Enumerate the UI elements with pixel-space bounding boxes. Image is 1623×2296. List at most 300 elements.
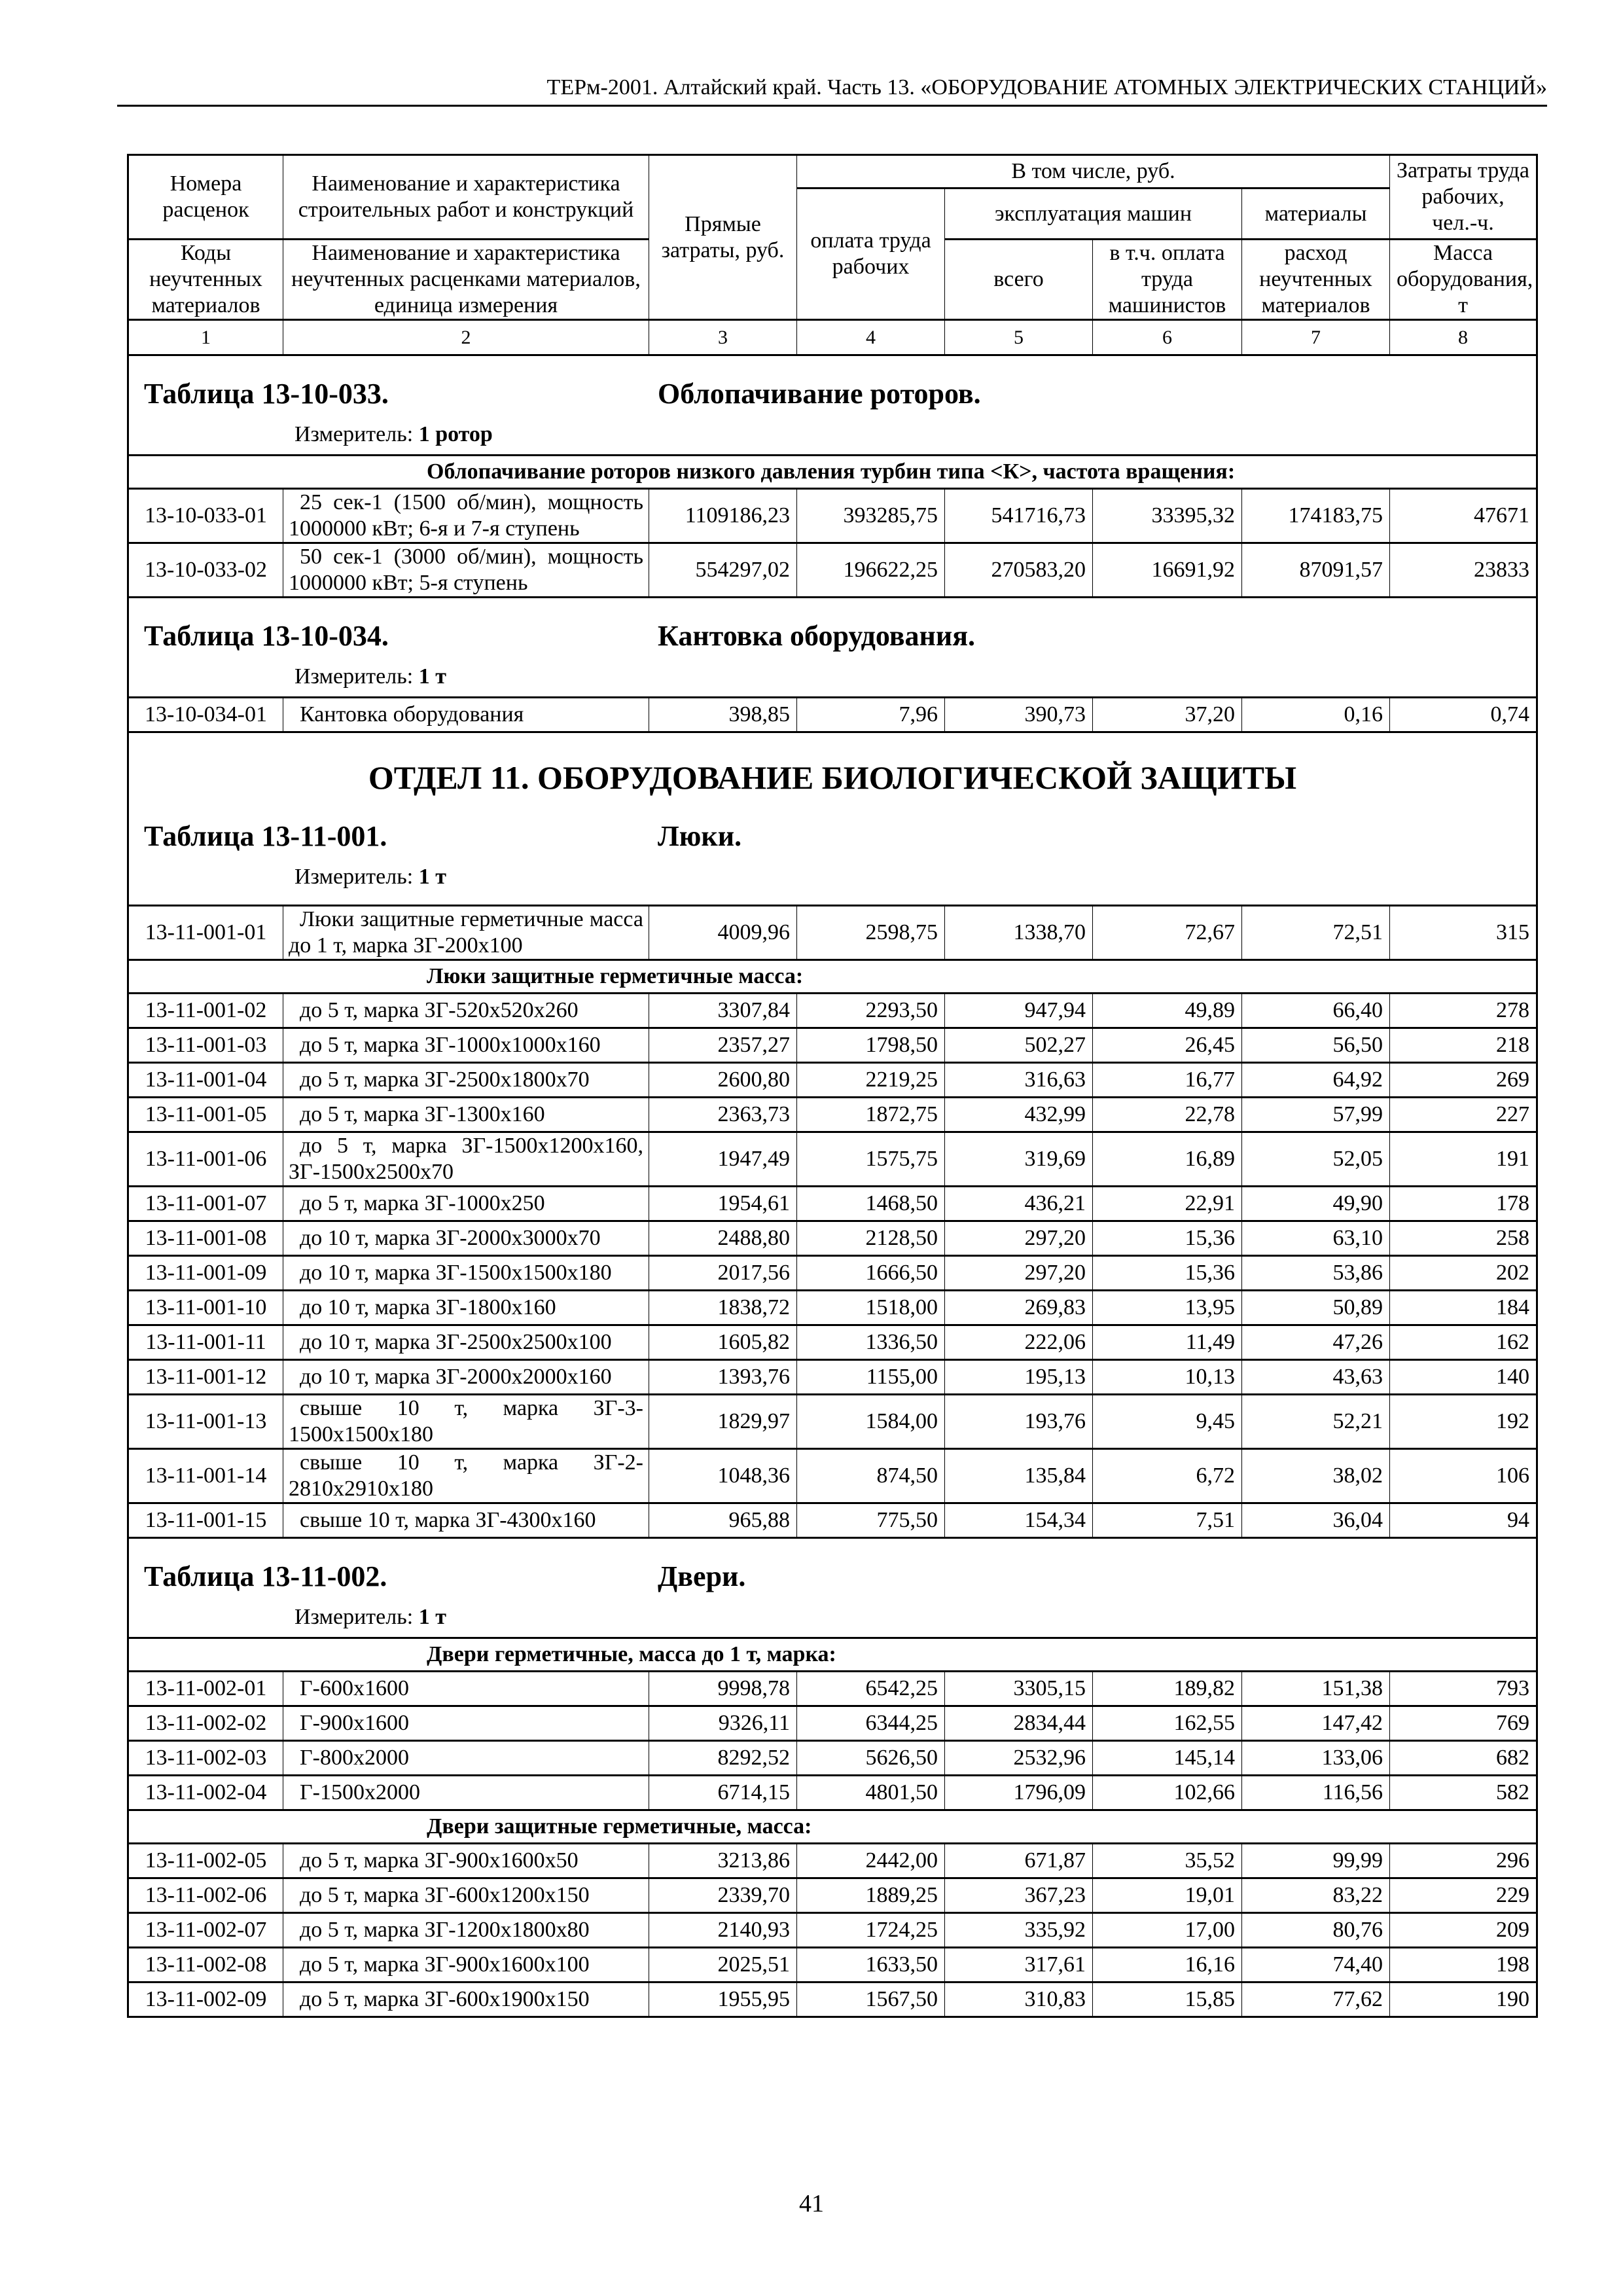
table-name: Люки. xyxy=(658,820,742,852)
cell-machines-total: 541716,73 xyxy=(945,489,1093,543)
header-worker-pay: оплата труда рабочих xyxy=(797,188,945,320)
cell-materials: 74,40 xyxy=(1242,1948,1390,1982)
cell-worker-pay: 2442,00 xyxy=(797,1844,945,1878)
cell-direct-costs: 554297,02 xyxy=(649,543,797,598)
cell-description: Люки защитные герметичные масса до 1 т, марка ЗГ-200х100 xyxy=(283,906,649,960)
measure-unit xyxy=(294,864,446,890)
cell-machines-total: 310,83 xyxy=(945,1982,1093,2017)
table-row xyxy=(128,543,1537,598)
cell-direct-costs: 1947,49 xyxy=(649,1132,797,1187)
cell-materials: 57,99 xyxy=(1242,1098,1390,1132)
cell-rate-code: 13-10-034-01 xyxy=(128,698,283,732)
header-materials: материалы xyxy=(1242,188,1390,240)
cell-rate-code: 13-11-002-05 xyxy=(128,1844,283,1878)
cell-machinist-pay: 22,78 xyxy=(1093,1098,1242,1132)
cell-description: до 10 т, марка ЗГ-2000х2000х160 xyxy=(283,1360,649,1395)
cell-labor-costs: 227 xyxy=(1390,1098,1537,1132)
cell-rate-code: 13-11-002-01 xyxy=(128,1672,283,1706)
cell-labor-costs: 582 xyxy=(1390,1776,1537,1810)
header-material-codes: Коды неучтенных материалов xyxy=(128,240,283,320)
column-number: 6 xyxy=(1093,320,1242,355)
measure-label: Измеритель: xyxy=(294,422,414,446)
cell-worker-pay: 196622,25 xyxy=(797,543,945,598)
cell-description: до 5 т, марка ЗГ-1000х250 xyxy=(283,1187,649,1221)
measure-value: 1 т xyxy=(418,664,446,689)
cell-materials: 174183,75 xyxy=(1242,489,1390,543)
header-machines: эксплуатация машин xyxy=(945,188,1242,240)
cell-materials: 0,16 xyxy=(1242,698,1390,732)
cell-description: 25 сек-1 (1500 об/мин), мощность 1000000 кВт; 6-я и 7-я ступень xyxy=(283,489,649,543)
table-row xyxy=(128,1132,1537,1187)
cell-worker-pay: 775,50 xyxy=(797,1503,945,1538)
cell-materials: 43,63 xyxy=(1242,1360,1390,1395)
cell-description: до 5 т, марка ЗГ-520х520х260 xyxy=(283,994,649,1028)
column-number: 4 xyxy=(797,320,945,355)
cell-rate-code: 13-11-001-15 xyxy=(128,1503,283,1538)
cell-rate-code: 13-11-001-02 xyxy=(128,994,283,1028)
cell-labor-costs: 190 xyxy=(1390,1982,1537,2017)
cell-direct-costs: 1109186,23 xyxy=(649,489,797,543)
cell-rate-code: 13-11-002-06 xyxy=(128,1878,283,1913)
cell-direct-costs: 1954,61 xyxy=(649,1187,797,1221)
column-number: 1 xyxy=(128,320,283,355)
cell-labor-costs: 94 xyxy=(1390,1503,1537,1538)
table-row xyxy=(128,1221,1537,1256)
cell-description: до 5 т, марка ЗГ-2500х1800х70 xyxy=(283,1063,649,1098)
cell-direct-costs: 2488,80 xyxy=(649,1221,797,1256)
table-row xyxy=(128,1878,1537,1913)
cell-rate-code: 13-11-001-13 xyxy=(128,1395,283,1449)
cell-labor-costs: 258 xyxy=(1390,1221,1537,1256)
table-row xyxy=(128,994,1537,1028)
cell-rate-code: 13-11-001-07 xyxy=(128,1187,283,1221)
cell-labor-costs: 192 xyxy=(1390,1395,1537,1449)
cell-materials: 53,86 xyxy=(1242,1256,1390,1291)
cell-direct-costs: 2600,80 xyxy=(649,1063,797,1098)
cell-labor-costs: 178 xyxy=(1390,1187,1537,1221)
rates-table xyxy=(127,154,1538,2018)
cell-labor-costs: 140 xyxy=(1390,1360,1537,1395)
group-subheader xyxy=(128,456,1537,489)
group-subheader xyxy=(128,960,1537,994)
header-material-usage: расход неучтенных материалов xyxy=(1242,240,1390,320)
cell-worker-pay: 1584,00 xyxy=(797,1395,945,1449)
cell-machines-total: 671,87 xyxy=(945,1844,1093,1878)
cell-machinist-pay: 22,91 xyxy=(1093,1187,1242,1221)
cell-description: до 5 т, марка ЗГ-1000х1000х160 xyxy=(283,1028,649,1063)
cell-worker-pay: 1567,50 xyxy=(797,1982,945,2017)
cell-materials: 87091,57 xyxy=(1242,543,1390,598)
cell-machines-total: 335,92 xyxy=(945,1913,1093,1948)
cell-direct-costs: 1048,36 xyxy=(649,1449,797,1503)
cell-direct-costs: 1838,72 xyxy=(649,1291,797,1325)
cell-materials: 64,92 xyxy=(1242,1063,1390,1098)
cell-labor-costs: 269 xyxy=(1390,1063,1537,1098)
cell-rate-code: 13-11-001-12 xyxy=(128,1360,283,1395)
group-subheader xyxy=(128,1638,1537,1672)
cell-direct-costs: 1393,76 xyxy=(649,1360,797,1395)
measure-value: 1 т xyxy=(418,1605,446,1629)
cell-materials: 36,04 xyxy=(1242,1503,1390,1538)
cell-materials: 38,02 xyxy=(1242,1449,1390,1503)
cell-direct-costs: 2339,70 xyxy=(649,1878,797,1913)
cell-direct-costs: 3307,84 xyxy=(649,994,797,1028)
subheader-text: Двери защитные герметичные, масса: xyxy=(128,1810,1537,1844)
cell-worker-pay: 1575,75 xyxy=(797,1132,945,1187)
cell-machines-total: 1338,70 xyxy=(945,906,1093,960)
cell-worker-pay: 1155,00 xyxy=(797,1360,945,1395)
cell-direct-costs: 6714,15 xyxy=(649,1776,797,1810)
table-row xyxy=(128,1063,1537,1098)
cell-worker-pay: 4801,50 xyxy=(797,1776,945,1810)
cell-direct-costs: 4009,96 xyxy=(649,906,797,960)
cell-machinist-pay: 26,45 xyxy=(1093,1028,1242,1063)
table-row xyxy=(128,1672,1537,1706)
cell-rate-code: 13-11-001-11 xyxy=(128,1325,283,1360)
cell-rate-code: 13-11-002-03 xyxy=(128,1741,283,1776)
cell-worker-pay: 6542,25 xyxy=(797,1672,945,1706)
cell-description: Кантовка оборудования xyxy=(283,698,649,732)
column-number: 7 xyxy=(1242,320,1390,355)
cell-worker-pay: 2598,75 xyxy=(797,906,945,960)
cell-direct-costs: 9998,78 xyxy=(649,1672,797,1706)
cell-materials: 116,56 xyxy=(1242,1776,1390,1810)
cell-rate-code: 13-11-001-06 xyxy=(128,1132,283,1187)
cell-worker-pay: 1518,00 xyxy=(797,1291,945,1325)
cell-labor-costs: 209 xyxy=(1390,1913,1537,1948)
measure-label: Измеритель: xyxy=(294,1605,414,1629)
cell-description: Г-1500х2000 xyxy=(283,1776,649,1810)
cell-labor-costs: 202 xyxy=(1390,1256,1537,1291)
cell-machines-total: 297,20 xyxy=(945,1221,1093,1256)
cell-materials: 77,62 xyxy=(1242,1982,1390,2017)
cell-worker-pay: 393285,75 xyxy=(797,489,945,543)
cell-rate-code: 13-11-001-08 xyxy=(128,1221,283,1256)
cell-rate-code: 13-11-002-02 xyxy=(128,1706,283,1741)
cell-labor-costs: 229 xyxy=(1390,1878,1537,1913)
measure-value: 1 ротор xyxy=(418,422,493,446)
title-cell xyxy=(128,355,1537,456)
cell-machinist-pay: 10,13 xyxy=(1093,1360,1242,1395)
cell-description: свыше 10 т, марка ЗГ-2-2810х2910х180 xyxy=(283,1449,649,1503)
cell-direct-costs: 1605,82 xyxy=(649,1325,797,1360)
title-cell xyxy=(128,1538,1537,1638)
table-row xyxy=(128,1776,1537,1810)
cell-description: до 5 т, марка ЗГ-600х1900х150 xyxy=(283,1982,649,2017)
cell-labor-costs: 162 xyxy=(1390,1325,1537,1360)
cell-labor-costs: 296 xyxy=(1390,1844,1537,1878)
cell-machines-total: 135,84 xyxy=(945,1449,1093,1503)
table-row xyxy=(128,1913,1537,1948)
cell-worker-pay: 7,96 xyxy=(797,698,945,732)
cell-direct-costs: 3213,86 xyxy=(649,1844,797,1878)
table-number: Таблица 13-11-001. xyxy=(144,820,387,852)
cell-description: до 5 т, марка ЗГ-1500х1200х160, ЗГ-1500х2500х70 xyxy=(283,1132,649,1187)
measure-unit xyxy=(294,422,493,448)
cell-rate-code: 13-11-002-04 xyxy=(128,1776,283,1810)
cell-machines-total: 316,63 xyxy=(945,1063,1093,1098)
cell-machines-total: 154,34 xyxy=(945,1503,1093,1538)
cell-worker-pay: 2128,50 xyxy=(797,1221,945,1256)
cell-machinist-pay: 35,52 xyxy=(1093,1844,1242,1878)
cell-direct-costs: 398,85 xyxy=(649,698,797,732)
cell-machines-total: 2532,96 xyxy=(945,1741,1093,1776)
cell-machines-total: 502,27 xyxy=(945,1028,1093,1063)
cell-machinist-pay: 33395,32 xyxy=(1093,489,1242,543)
cell-labor-costs: 769 xyxy=(1390,1706,1537,1741)
cell-machines-total: 193,76 xyxy=(945,1395,1093,1449)
cell-direct-costs: 2357,27 xyxy=(649,1028,797,1063)
cell-machines-total: 270583,20 xyxy=(945,543,1093,598)
cell-machinist-pay: 102,66 xyxy=(1093,1776,1242,1810)
cell-direct-costs: 2017,56 xyxy=(649,1256,797,1291)
cell-worker-pay: 5626,50 xyxy=(797,1741,945,1776)
cell-direct-costs: 2363,73 xyxy=(649,1098,797,1132)
table-name: Двери. xyxy=(658,1560,746,1592)
cell-description: до 5 т, марка ЗГ-600х1200х150 xyxy=(283,1878,649,1913)
title-cell xyxy=(128,598,1537,698)
cell-rate-code: 13-11-001-04 xyxy=(128,1063,283,1098)
cell-description: до 5 т, марка ЗГ-1300х160 xyxy=(283,1098,649,1132)
table-row xyxy=(128,1256,1537,1291)
table-row xyxy=(128,1844,1537,1878)
cell-description: Г-600х1600 xyxy=(283,1672,649,1706)
cell-labor-costs: 47671 xyxy=(1390,489,1537,543)
table-name: Облопачивание роторов. xyxy=(658,378,981,410)
subheader-text: Люки защитные герметичные масса: xyxy=(128,960,1537,994)
cell-worker-pay: 1889,25 xyxy=(797,1878,945,1913)
cell-machines-total: 432,99 xyxy=(945,1098,1093,1132)
cell-machinist-pay: 16,77 xyxy=(1093,1063,1242,1098)
header-machinist-pay: в т.ч. оплата труда машинистов xyxy=(1093,240,1242,320)
cell-materials: 66,40 xyxy=(1242,994,1390,1028)
cell-machinist-pay: 15,36 xyxy=(1093,1256,1242,1291)
cell-direct-costs: 2140,93 xyxy=(649,1913,797,1948)
header-machines-total: всего xyxy=(945,240,1093,320)
cell-labor-costs: 682 xyxy=(1390,1741,1537,1776)
cell-rate-code: 13-10-033-02 xyxy=(128,543,283,598)
cell-machinist-pay: 16,89 xyxy=(1093,1132,1242,1187)
group-subheader xyxy=(128,1810,1537,1844)
cell-worker-pay: 1633,50 xyxy=(797,1948,945,1982)
cell-labor-costs: 315 xyxy=(1390,906,1537,960)
cell-worker-pay: 874,50 xyxy=(797,1449,945,1503)
cell-description: до 5 т, марка ЗГ-1200х1800х80 xyxy=(283,1913,649,1948)
cell-machines-total: 269,83 xyxy=(945,1291,1093,1325)
table-title-row xyxy=(128,598,1537,698)
measure-value: 1 т xyxy=(418,865,446,889)
cell-rate-code: 13-11-002-08 xyxy=(128,1948,283,1982)
cell-worker-pay: 1468,50 xyxy=(797,1187,945,1221)
cell-machinist-pay: 13,95 xyxy=(1093,1291,1242,1325)
cell-description: до 10 т, марка ЗГ-1800х160 xyxy=(283,1291,649,1325)
cell-labor-costs: 218 xyxy=(1390,1028,1537,1063)
cell-machines-total: 390,73 xyxy=(945,698,1093,732)
cell-description: до 10 т, марка ЗГ-2500х2500х100 xyxy=(283,1325,649,1360)
cell-materials: 47,26 xyxy=(1242,1325,1390,1360)
measure-unit xyxy=(294,1604,446,1630)
cell-materials: 72,51 xyxy=(1242,906,1390,960)
header-including: В том числе, руб. xyxy=(797,155,1390,188)
table-header xyxy=(128,155,1537,355)
cell-machinist-pay: 6,72 xyxy=(1093,1449,1242,1503)
cell-description: свыше 10 т, марка ЗГ-4300х160 xyxy=(283,1503,649,1538)
measure-label: Измеритель: xyxy=(294,664,414,689)
table-row xyxy=(128,489,1537,543)
cell-labor-costs: 0,74 xyxy=(1390,698,1537,732)
cell-rate-code: 13-11-001-14 xyxy=(128,1449,283,1503)
table-row xyxy=(128,1187,1537,1221)
cell-description: до 5 т, марка ЗГ-900х1600х50 xyxy=(283,1844,649,1878)
cell-labor-costs: 198 xyxy=(1390,1948,1537,1982)
title-cell xyxy=(128,732,1537,906)
table-body xyxy=(128,355,1537,2017)
cell-worker-pay: 2219,25 xyxy=(797,1063,945,1098)
measure-unit xyxy=(294,664,446,690)
cell-description: свыше 10 т, марка ЗГ-3-1500х1500х180 xyxy=(283,1395,649,1449)
cell-direct-costs: 8292,52 xyxy=(649,1741,797,1776)
cell-materials: 151,38 xyxy=(1242,1672,1390,1706)
cell-machines-total: 3305,15 xyxy=(945,1672,1093,1706)
cell-materials: 56,50 xyxy=(1242,1028,1390,1063)
cell-worker-pay: 1336,50 xyxy=(797,1325,945,1360)
column-number: 3 xyxy=(649,320,797,355)
cell-materials: 52,21 xyxy=(1242,1395,1390,1449)
table-name: Кантовка оборудования. xyxy=(658,620,976,652)
header-direct-costs: Прямые затраты, руб. xyxy=(649,155,797,320)
table-title-row xyxy=(128,1538,1537,1638)
cell-labor-costs: 278 xyxy=(1390,994,1537,1028)
cell-rate-code: 13-11-001-09 xyxy=(128,1256,283,1291)
table-row xyxy=(128,1028,1537,1063)
table-row xyxy=(128,1503,1537,1538)
cell-worker-pay: 1724,25 xyxy=(797,1913,945,1948)
cell-rate-code: 13-11-001-10 xyxy=(128,1291,283,1325)
cell-machines-total: 222,06 xyxy=(945,1325,1093,1360)
cell-machines-total: 1796,09 xyxy=(945,1776,1093,1810)
header-work-name: Наименование и характеристика строительных работ и конструкций xyxy=(283,155,649,240)
header-labor-costs: Затраты труда рабочих, чел.-ч. xyxy=(1390,155,1537,240)
table-row xyxy=(128,906,1537,960)
header-rate-numbers: Номера расценок xyxy=(128,155,283,240)
cell-worker-pay: 1798,50 xyxy=(797,1028,945,1063)
cell-machinist-pay: 16,16 xyxy=(1093,1948,1242,1982)
cell-description: до 5 т, марка ЗГ-900х1600х100 xyxy=(283,1948,649,1982)
page-number: 41 xyxy=(799,2190,824,2217)
cell-machinist-pay: 72,67 xyxy=(1093,906,1242,960)
measure-label: Измеритель: xyxy=(294,865,414,889)
table-title-row xyxy=(128,355,1537,456)
cell-materials: 52,05 xyxy=(1242,1132,1390,1187)
column-number: 5 xyxy=(945,320,1093,355)
cell-materials: 80,76 xyxy=(1242,1913,1390,1948)
cell-rate-code: 13-11-002-07 xyxy=(128,1913,283,1948)
table-number: Таблица 13-11-002. xyxy=(144,1560,387,1592)
cell-rate-code: 13-10-033-01 xyxy=(128,489,283,543)
cell-materials: 99,99 xyxy=(1242,1844,1390,1878)
cell-worker-pay: 6344,25 xyxy=(797,1706,945,1741)
cell-direct-costs: 1829,97 xyxy=(649,1395,797,1449)
cell-machines-total: 436,21 xyxy=(945,1187,1093,1221)
cell-machines-total: 319,69 xyxy=(945,1132,1093,1187)
column-number: 2 xyxy=(283,320,649,355)
cell-materials: 49,90 xyxy=(1242,1187,1390,1221)
table-row xyxy=(128,1395,1537,1449)
cell-labor-costs: 184 xyxy=(1390,1291,1537,1325)
cell-direct-costs: 965,88 xyxy=(649,1503,797,1538)
subheader-text: Облопачивание роторов низкого давления турбин типа <К>, частота вращения: xyxy=(128,456,1537,489)
cell-machinist-pay: 189,82 xyxy=(1093,1672,1242,1706)
table-number: Таблица 13-10-033. xyxy=(144,378,389,410)
column-number: 8 xyxy=(1390,320,1537,355)
cell-machinist-pay: 19,01 xyxy=(1093,1878,1242,1913)
cell-description: 50 сек-1 (3000 об/мин), мощность 1000000 кВт; 5-я ступень xyxy=(283,543,649,598)
cell-machinist-pay: 9,45 xyxy=(1093,1395,1242,1449)
running-header: ТЕРм-2001. Алтайский край. Часть 13. «ОБОРУДОВАНИЕ АТОМНЫХ ЭЛЕКТРИЧЕСКИХ СТАНЦИЙ» xyxy=(117,71,1547,107)
cell-direct-costs: 1955,95 xyxy=(649,1982,797,2017)
cell-machinist-pay: 162,55 xyxy=(1093,1706,1242,1741)
cell-machinist-pay: 49,89 xyxy=(1093,994,1242,1028)
table-row xyxy=(128,1948,1537,1982)
cell-labor-costs: 106 xyxy=(1390,1449,1537,1503)
table-row xyxy=(128,1360,1537,1395)
cell-description: до 10 т, марка ЗГ-1500х1500х180 xyxy=(283,1256,649,1291)
cell-labor-costs: 191 xyxy=(1390,1132,1537,1187)
cell-description: Г-900х1600 xyxy=(283,1706,649,1741)
cell-machinist-pay: 37,20 xyxy=(1093,698,1242,732)
table-number: Таблица 13-10-034. xyxy=(144,620,389,652)
table-row xyxy=(128,1982,1537,2017)
cell-machinist-pay: 15,36 xyxy=(1093,1221,1242,1256)
cell-worker-pay: 1666,50 xyxy=(797,1256,945,1291)
cell-machinist-pay: 15,85 xyxy=(1093,1982,1242,2017)
cell-machinist-pay: 145,14 xyxy=(1093,1741,1242,1776)
cell-machines-total: 317,61 xyxy=(945,1948,1093,1982)
table-row xyxy=(128,1706,1537,1741)
cell-machines-total: 195,13 xyxy=(945,1360,1093,1395)
section-heading-row xyxy=(128,732,1537,906)
cell-machinist-pay: 11,49 xyxy=(1093,1325,1242,1360)
cell-machinist-pay: 17,00 xyxy=(1093,1913,1242,1948)
cell-description: Г-800х2000 xyxy=(283,1741,649,1776)
table-row xyxy=(128,1325,1537,1360)
section-heading: ОТДЕЛ 11. ОБОРУДОВАНИЕ БИОЛОГИЧЕСКОЙ ЗАЩИТЫ xyxy=(368,759,1297,796)
cell-materials: 147,42 xyxy=(1242,1706,1390,1741)
cell-worker-pay: 1872,75 xyxy=(797,1098,945,1132)
table-row xyxy=(128,1741,1537,1776)
cell-worker-pay: 2293,50 xyxy=(797,994,945,1028)
cell-rate-code: 13-11-001-03 xyxy=(128,1028,283,1063)
table-row xyxy=(128,1449,1537,1503)
cell-materials: 83,22 xyxy=(1242,1878,1390,1913)
cell-machines-total: 2834,44 xyxy=(945,1706,1093,1741)
cell-rate-code: 13-11-001-05 xyxy=(128,1098,283,1132)
table-row xyxy=(128,698,1537,732)
table-row xyxy=(128,1098,1537,1132)
subheader-text: Двери герметичные, масса до 1 т, марка: xyxy=(128,1638,1537,1672)
header-material-name: Наименование и характеристика неучтенных расценками материалов, единица измерения xyxy=(283,240,649,320)
cell-materials: 133,06 xyxy=(1242,1741,1390,1776)
cell-direct-costs: 9326,11 xyxy=(649,1706,797,1741)
cell-machines-total: 367,23 xyxy=(945,1878,1093,1913)
header-equipment-mass: Масса оборудования, т xyxy=(1390,240,1537,320)
cell-rate-code: 13-11-001-01 xyxy=(128,906,283,960)
cell-materials: 63,10 xyxy=(1242,1221,1390,1256)
cell-machines-total: 947,94 xyxy=(945,994,1093,1028)
cell-labor-costs: 23833 xyxy=(1390,543,1537,598)
cell-direct-costs: 2025,51 xyxy=(649,1948,797,1982)
cell-machinist-pay: 7,51 xyxy=(1093,1503,1242,1538)
